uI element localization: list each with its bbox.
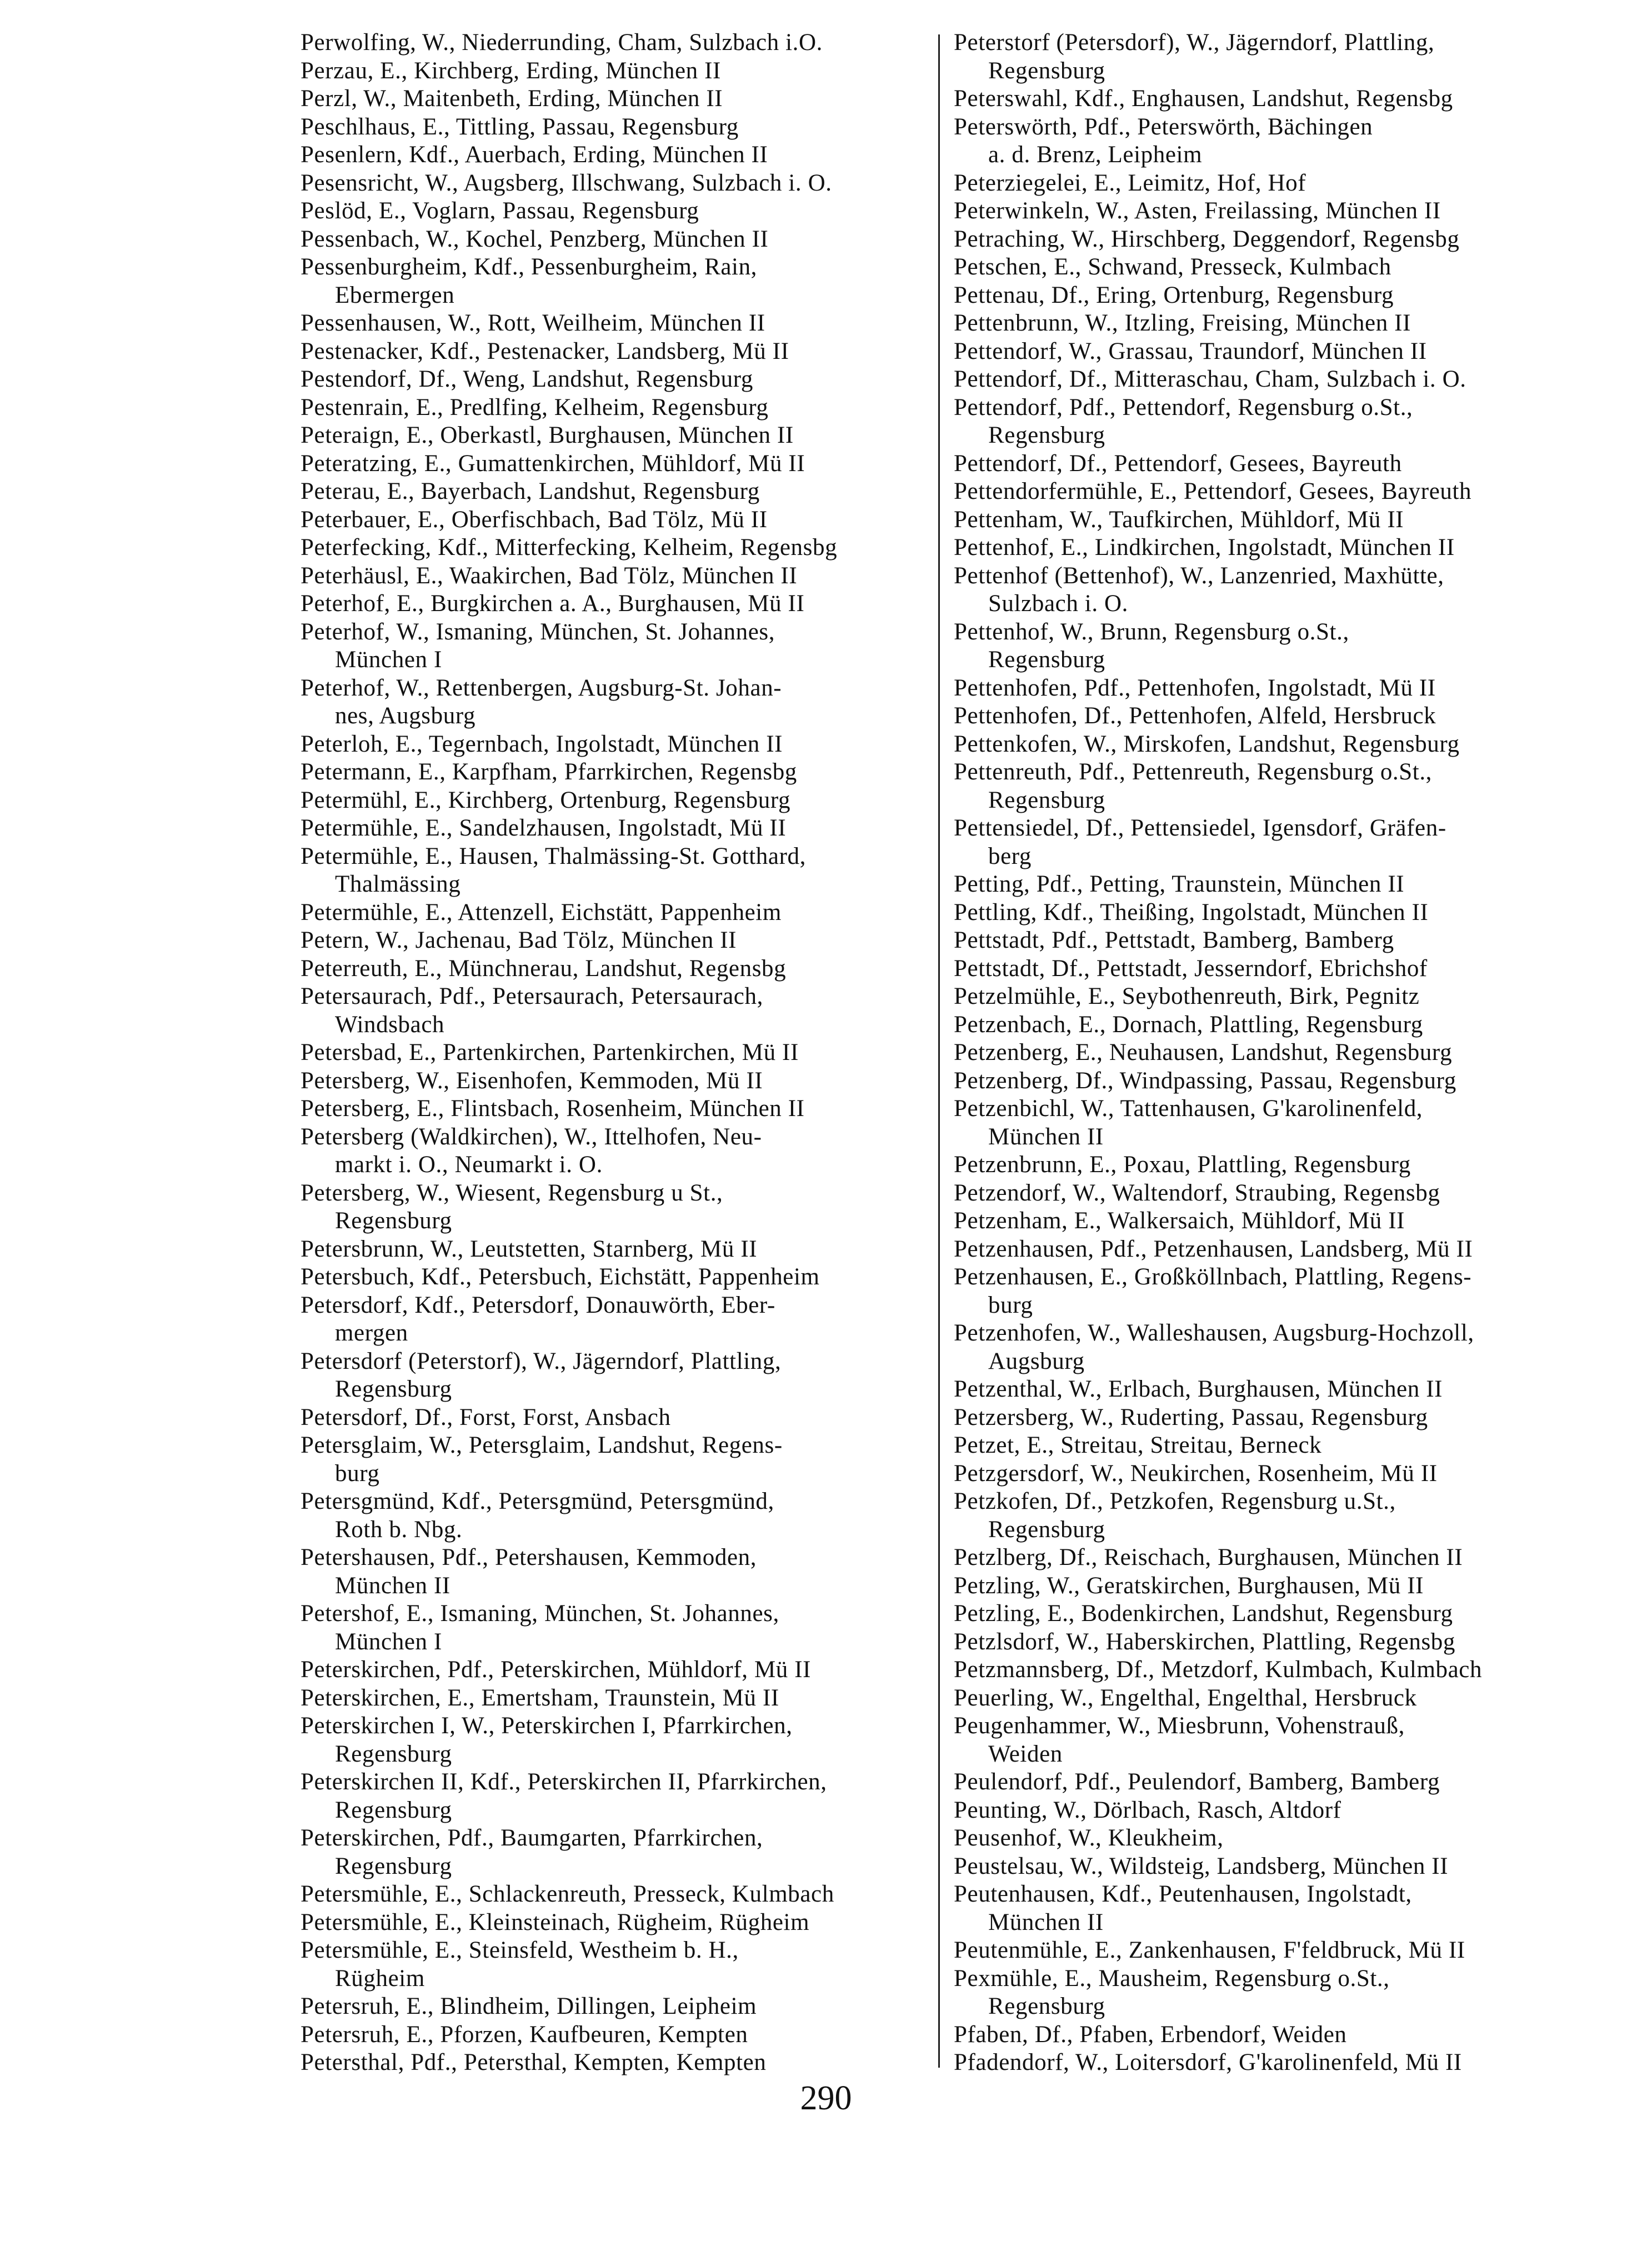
entry-line: Peterswörth, Pdf., Peterswörth, Bächingen <box>954 113 1373 140</box>
entry-continuation-line: Regensburg <box>988 57 1105 84</box>
entry-line: Peterskirchen, E., Emertsham, Traunstein, Mü II <box>301 1684 779 1711</box>
entry-line: Petzenham, E., Walkersaich, Mühldorf, Mü II <box>954 1208 1405 1234</box>
entry-continuation-line: Regensburg <box>988 422 1105 448</box>
gazetteer-entry <box>954 1797 1609 1825</box>
entry-line: Petersglaim, W., Petersglaim, Landshut, Regens- <box>301 1432 783 1458</box>
entry-line: Pettenreuth, Pdf., Pettenreuth, Regensburg o.St., <box>954 759 1433 785</box>
entry-line: Pettenbrunn, W., Itzling, Freising, München II <box>954 310 1411 336</box>
gazetteer-entry <box>301 927 934 955</box>
entry-line: Pettendorf, W., Grassau, Traundorf, München II <box>954 338 1427 364</box>
gazetteer-entry <box>954 253 1609 282</box>
entry-line: Petersdorf (Peterstorf), W., Jägerndorf, Plattling, <box>301 1348 782 1374</box>
gazetteer-entry <box>954 1319 1609 1375</box>
entry-line: Pettendorfermühle, E., Pettendorf, Gesees, Bayreuth <box>954 478 1472 504</box>
gazetteer-entry <box>301 731 934 759</box>
entry-line: Petersbrunn, W., Leutstetten, Starnberg, Mü II <box>301 1235 758 1262</box>
gazetteer-entry <box>301 1292 934 1348</box>
gazetteer-entry <box>301 1909 934 1937</box>
gazetteer-entry <box>954 309 1609 338</box>
gazetteer-entry <box>301 955 934 983</box>
entry-continuation-line: München II <box>988 1123 1104 1150</box>
gazetteer-entry <box>301 1712 934 1768</box>
entry-continuation-line: Regensburg <box>335 1853 452 1879</box>
entry-continuation-line: Regensburg <box>335 1797 452 1823</box>
gazetteer-entry <box>301 309 934 338</box>
gazetteer-entry <box>954 478 1609 506</box>
entry-line: Petzling, E., Bodenkirchen, Landshut, Regensburg <box>954 1600 1453 1627</box>
entry-line: Petersgmünd, Kdf., Petersgmünd, Petersgmünd, <box>301 1488 774 1514</box>
gazetteer-entry <box>301 253 934 309</box>
gazetteer-entry <box>954 1095 1609 1151</box>
entry-continuation-line: Regensburg <box>988 647 1105 673</box>
gazetteer-entry <box>954 1235 1609 1264</box>
entry-line: Pesenlern, Kdf., Auerbach, Erding, München II <box>301 142 768 168</box>
entry-line: Petersruh, E., Blindheim, Dillingen, Leipheim <box>301 1993 757 2019</box>
gazetteer-entry <box>301 450 934 478</box>
gazetteer-entry <box>954 1488 1609 1544</box>
gazetteer-entry <box>301 562 934 591</box>
entry-line: Petersbad, E., Partenkirchen, Partenkirchen, Mü II <box>301 1039 799 1066</box>
entry-line: Pettling, Kdf., Theißing, Ingolstadt, München II <box>954 899 1429 926</box>
gazetteer-entry <box>954 1067 1609 1096</box>
entry-continuation-line: berg <box>988 843 1032 869</box>
entry-line: Petting, Pdf., Petting, Traunstein, München II <box>954 871 1405 897</box>
entry-line: Petersthal, Pdf., Petersthal, Kempten, Kempten <box>301 2049 767 2075</box>
gazetteer-entry <box>301 1600 934 1656</box>
entry-line: Petzenberg, Df., Windpassing, Passau, Regensburg <box>954 1067 1456 1094</box>
gazetteer-entry <box>301 197 934 226</box>
entry-line: Peutenhausen, Kdf., Peutenhausen, Ingolstadt, <box>954 1881 1412 1907</box>
entry-line: Pessenburgheim, Kdf., Pessenburgheim, Rain, <box>301 254 758 280</box>
gazetteer-entry <box>301 1263 934 1292</box>
right-column <box>954 29 1609 2077</box>
entry-line: Peugenhammer, W., Miesbrunn, Vohenstrauß, <box>954 1713 1405 1739</box>
gazetteer-entry <box>301 534 934 562</box>
gazetteer-entry <box>954 1039 1609 1067</box>
entry-line: Petersberg, W., Wiesent, Regensburg u St., <box>301 1179 723 1206</box>
gazetteer-entry <box>301 843 934 899</box>
gazetteer-entry <box>301 1095 934 1123</box>
entry-line: Pettstadt, Pdf., Pettstadt, Bamberg, Bamberg <box>954 927 1394 953</box>
entry-line: Peterskirchen II, Kdf., Peterskirchen II, Pfarrkirchen, <box>301 1769 827 1795</box>
gazetteer-entry <box>301 2049 934 2077</box>
entry-continuation-line: Regensburg <box>988 787 1105 813</box>
entry-line: Pettenhofen, Pdf., Pettenhofen, Ingolstadt, Mü II <box>954 674 1436 701</box>
entry-line: Peteraign, E., Oberkastl, Burghausen, München II <box>301 422 794 448</box>
entry-line: Peterskirchen I, W., Peterskirchen I, Pfarrkirchen, <box>301 1713 793 1739</box>
entry-line: Pessenhausen, W., Rott, Weilheim, München II <box>301 310 765 336</box>
entry-continuation-line: Thalmässing <box>335 871 461 897</box>
entry-line: Petzlberg, Df., Reischach, Burghausen, München II <box>954 1544 1463 1570</box>
gazetteer-entry <box>954 1712 1609 1768</box>
entry-line: Petzenthal, W., Erlbach, Burghausen, München II <box>954 1376 1443 1402</box>
gazetteer-entry <box>301 1432 934 1488</box>
entry-line: Petershausen, Pdf., Petershausen, Kemmoden, <box>301 1544 757 1570</box>
gazetteer-entry <box>301 226 934 254</box>
entry-line: Petersberg, E., Flintsbach, Rosenheim, München II <box>301 1096 805 1122</box>
gazetteer-entry <box>301 478 934 506</box>
gazetteer-entry <box>301 113 934 142</box>
entry-line: Peterstorf (Petersdorf), W., Jägerndorf, Plattling, <box>954 29 1435 56</box>
entry-line: Petermühle, E., Sandelzhausen, Ingolstadt, Mü II <box>301 815 787 841</box>
gazetteer-entry <box>301 338 934 366</box>
gazetteer-entry <box>954 197 1609 226</box>
entry-line: Petermühle, E., Attenzell, Eichstätt, Pappenheim <box>301 899 782 926</box>
gazetteer-entry <box>301 590 934 618</box>
entry-line: Pettenhof, W., Brunn, Regensburg o.St., <box>954 618 1349 645</box>
gazetteer-entry <box>954 899 1609 927</box>
gazetteer-entry <box>954 338 1609 366</box>
gazetteer-entry <box>954 983 1609 1011</box>
entry-continuation-line: Ebermergen <box>335 282 455 308</box>
entry-continuation-line: markt i. O., Neumarkt i. O. <box>335 1152 603 1178</box>
gazetteer-entry <box>301 814 934 843</box>
entry-line: Peslöd, E., Voglarn, Passau, Regensburg <box>301 198 699 224</box>
entry-continuation-line: Weiden <box>988 1740 1063 1767</box>
entry-line: Petzenhausen, E., Großköllnbach, Plattling, Regens- <box>954 1264 1472 1290</box>
entry-line: Petraching, W., Hirschberg, Deggendorf, Regensbg <box>954 226 1460 252</box>
gazetteer-entry <box>954 1544 1609 1572</box>
entry-line: Petzenhofen, W., Walleshausen, Augsburg-Hochzoll, <box>954 1320 1474 1346</box>
gazetteer-entry <box>954 29 1609 85</box>
gazetteer-entry <box>301 422 934 450</box>
entry-line: Petzkofen, Df., Petzkofen, Regensburg u.St., <box>954 1488 1396 1514</box>
entry-line: Pesensricht, W., Augsberg, Illschwang, Sulzbach i. O. <box>301 169 832 196</box>
entry-continuation-line: Rügheim <box>335 1965 425 1992</box>
gazetteer-entry <box>954 731 1609 759</box>
gazetteer-entry <box>301 1656 934 1684</box>
gazetteer-entry <box>954 1628 1609 1657</box>
gazetteer-entry <box>301 1880 934 1909</box>
entry-line: Pettenau, Df., Ering, Ortenburg, Regensburg <box>954 282 1394 308</box>
entry-line: Peterhof, W., Rettenbergen, Augsburg-St. Johan- <box>301 674 782 701</box>
entry-line: Pettstadt, Df., Pettstadt, Jesserndorf, Ebrichshof <box>954 955 1428 982</box>
entry-continuation-line: a. d. Brenz, Leipheim <box>988 142 1203 168</box>
gazetteer-entry <box>954 282 1609 310</box>
gazetteer-entry <box>301 787 934 815</box>
entry-line: Petzgersdorf, W., Neukirchen, Rosenheim, Mü II <box>954 1460 1438 1487</box>
entry-line: Pessenbach, W., Kochel, Penzberg, München II <box>301 226 769 252</box>
gazetteer-entry <box>301 1488 934 1544</box>
entry-line: Pettenkofen, W., Mirskofen, Landshut, Regensburg <box>954 731 1460 757</box>
entry-line: Peterloh, E., Tegernbach, Ingolstadt, München II <box>301 731 783 757</box>
gazetteer-entry <box>301 1768 934 1824</box>
entry-line: Peterfecking, Kdf., Mitterfecking, Kelheim, Regensbg <box>301 534 838 561</box>
entry-line: Petersberg, W., Eisenhofen, Kemmoden, Mü II <box>301 1067 763 1094</box>
entry-continuation-line: Roth b. Nbg. <box>335 1516 463 1543</box>
entry-line: Petersmühle, E., Steinsfeld, Westheim b. H., <box>301 1937 739 1963</box>
entry-continuation-line: München II <box>988 1909 1104 1935</box>
gazetteer-entry <box>954 1656 1609 1684</box>
gazetteer-entry <box>301 57 934 86</box>
entry-line: Pettenham, W., Taufkirchen, Mühldorf, Mü II <box>954 506 1404 533</box>
entry-continuation-line: mergen <box>335 1320 408 1346</box>
gazetteer-entry <box>301 758 934 787</box>
gazetteer-entry <box>954 2021 1609 2049</box>
entry-continuation-line: Augsburg <box>988 1348 1085 1374</box>
gazetteer-entry <box>954 534 1609 562</box>
entry-line: Peschlhaus, E., Tittling, Passau, Regensburg <box>301 113 739 140</box>
entry-line: Petzelmühle, E., Seybothenreuth, Birk, Pegnitz <box>954 983 1420 1009</box>
gazetteer-entry <box>954 1572 1609 1600</box>
entry-line: Perzau, E., Kirchberg, Erding, München II <box>301 57 721 84</box>
entry-line: Peustelsau, W., Wildsteig, Landsberg, München II <box>954 1853 1449 1879</box>
gazetteer-entry <box>301 1993 934 2021</box>
gazetteer-entry <box>301 1039 934 1067</box>
entry-line: Petermann, E., Karpfham, Pfarrkirchen, Regensbg <box>301 759 797 785</box>
entry-continuation-line: Sulzbach i. O. <box>988 591 1129 617</box>
gazetteer-entry <box>301 394 934 422</box>
column-divider <box>938 34 940 2068</box>
entry-line: Petermühle, E., Hausen, Thalmässing-St. Gotthard, <box>301 843 806 869</box>
entry-line: Peulendorf, Pdf., Peulendorf, Bamberg, Bamberg <box>954 1769 1440 1795</box>
gazetteer-entry <box>954 1375 1609 1404</box>
entry-continuation-line: Windsbach <box>335 1011 445 1038</box>
gazetteer-entry <box>954 1263 1609 1319</box>
gazetteer-entry <box>954 1179 1609 1208</box>
gazetteer-entry <box>954 927 1609 955</box>
entry-line: Petzet, E., Streitau, Streitau, Berneck <box>954 1432 1322 1458</box>
entry-line: Petzenberg, E., Neuhausen, Landshut, Regensburg <box>954 1039 1453 1066</box>
entry-line: Peutenmühle, E., Zankenhausen, F'feldbruck, Mü II <box>954 1937 1465 1963</box>
entry-line: Perzl, W., Maitenbeth, Erding, München II <box>301 86 723 112</box>
entry-line: Peterwinkeln, W., Asten, Freilassing, München II <box>954 198 1441 224</box>
entry-line: Peterhäusl, E., Waakirchen, Bad Tölz, München II <box>301 562 798 589</box>
entry-line: Petzenhausen, Pdf., Petzenhausen, Landsberg, Mü II <box>954 1235 1473 1262</box>
gazetteer-entry <box>301 366 934 394</box>
gazetteer-entry <box>301 29 934 57</box>
gazetteer-entry <box>954 618 1609 674</box>
entry-line: Pfaben, Df., Pfaben, Erbendorf, Weiden <box>954 2021 1347 2048</box>
entry-line: Peuerling, W., Engelthal, Engelthal, Hersbruck <box>954 1684 1417 1711</box>
gazetteer-entry <box>301 618 934 674</box>
entry-line: Pettenhof (Bettenhof), W., Lanzenried, Maxhütte, <box>954 562 1444 589</box>
gazetteer-entry <box>301 1824 934 1880</box>
entry-line: Petzenbach, E., Dornach, Plattling, Regensburg <box>954 1011 1423 1038</box>
gazetteer-entry <box>301 1123 934 1179</box>
entry-line: Petzling, W., Geratskirchen, Burghausen, Mü II <box>954 1572 1424 1599</box>
entry-line: Petzenbichl, W., Tattenhausen, G'karolinenfeld, <box>954 1096 1423 1122</box>
entry-line: Pettenhof, E., Lindkirchen, Ingolstadt, München II <box>954 534 1455 561</box>
entry-line: Peterskirchen, Pdf., Peterskirchen, Mühldorf, Mü II <box>301 1657 812 1683</box>
entry-line: Petersmühle, E., Schlackenreuth, Presseck, Kulmbach <box>301 1881 834 1907</box>
gazetteer-entry <box>301 169 934 198</box>
entry-line: Petermühl, E., Kirchberg, Ortenburg, Regensburg <box>301 787 791 813</box>
gazetteer-entry <box>301 1067 934 1096</box>
gazetteer-entry <box>954 85 1609 113</box>
entry-line: Pfadendorf, W., Loitersdorf, G'karolinenfeld, Mü II <box>954 2049 1462 2075</box>
entry-line: Petern, W., Jachenau, Bad Tölz, München II <box>301 927 737 953</box>
gazetteer-entry <box>954 1853 1609 1881</box>
gazetteer-entry <box>301 983 934 1039</box>
entry-line: Pestenrain, E., Predlfing, Kelheim, Regensburg <box>301 394 769 421</box>
gazetteer-entry <box>301 1348 934 1404</box>
gazetteer-entry <box>954 169 1609 198</box>
entry-line: Petersruh, E., Pforzen, Kaufbeuren, Kempten <box>301 2021 748 2048</box>
gazetteer-entry <box>301 85 934 113</box>
gazetteer-entry <box>954 450 1609 478</box>
entry-line: Petzlsdorf, W., Haberskirchen, Plattling, Regensbg <box>954 1628 1455 1655</box>
gazetteer-entry <box>954 562 1609 618</box>
entry-line: Peterswahl, Kdf., Enghausen, Landshut, Regensbg <box>954 86 1453 112</box>
gazetteer-entry <box>954 1768 1609 1797</box>
entry-line: Petzenbrunn, E., Poxau, Plattling, Regensburg <box>954 1152 1411 1178</box>
gazetteer-entry <box>954 1151 1609 1179</box>
gazetteer-entry <box>954 702 1609 731</box>
entry-line: Pettensiedel, Df., Pettensiedel, Igensdorf, Gräfen- <box>954 815 1446 841</box>
gazetteer-entry <box>954 758 1609 814</box>
gazetteer-entry <box>954 1207 1609 1235</box>
entry-line: Petersdorf, Df., Forst, Forst, Ansbach <box>301 1404 671 1430</box>
entry-line: Pestendorf, Df., Weng, Landshut, Regensburg <box>301 366 753 392</box>
entry-line: Peterhof, W., Ismaning, München, St. Johannes, <box>301 618 775 645</box>
entry-line: Peteratzing, E., Gumattenkirchen, Mühldorf, Mü II <box>301 450 805 477</box>
gazetteer-entry <box>954 1684 1609 1713</box>
gazetteer-entry <box>301 141 934 169</box>
entry-line: Peterziegelei, E., Leimitz, Hof, Hof <box>954 169 1306 196</box>
gazetteer-entry <box>954 1880 1609 1937</box>
gazetteer-entry <box>954 871 1609 899</box>
entry-continuation-line: München II <box>335 1572 450 1599</box>
entry-line: Petzersberg, W., Ruderting, Passau, Regensburg <box>954 1404 1428 1430</box>
entry-continuation-line: Regensburg <box>335 1740 452 1767</box>
entry-line: Peterau, E., Bayerbach, Landshut, Regensburg <box>301 478 760 504</box>
entry-line: Peunting, W., Dörlbach, Rasch, Altdorf <box>954 1797 1341 1823</box>
entry-line: Peusenhof, W., Kleukheim, <box>954 1825 1224 1851</box>
gazetteer-entry <box>954 1965 1609 2021</box>
entry-line: Peterbauer, E., Oberfischbach, Bad Tölz, Mü II <box>301 506 768 533</box>
gazetteer-entry <box>301 1404 934 1432</box>
entry-continuation-line: München I <box>335 1628 442 1655</box>
entry-line: Pexmühle, E., Mausheim, Regensburg o.St., <box>954 1965 1390 1992</box>
entry-continuation-line: burg <box>988 1292 1033 1318</box>
entry-line: Petzendorf, W., Waltendorf, Straubing, Regensbg <box>954 1179 1440 1206</box>
gazetteer-entry <box>301 1235 934 1264</box>
left-column <box>301 29 934 2077</box>
entry-line: Petschen, E., Schwand, Presseck, Kulmbach <box>954 254 1391 280</box>
entry-line: Pettendorf, Df., Mitteraschau, Cham, Sulzbach i. O. <box>954 366 1466 392</box>
entry-line: Petershof, E., Ismaning, München, St. Johannes, <box>301 1600 779 1627</box>
entry-line: Pestenacker, Kdf., Pestenacker, Landsberg, Mü II <box>301 338 789 364</box>
entry-line: Peterhof, E., Burgkirchen a. A., Burghausen, Mü II <box>301 591 805 617</box>
gazetteer-entry <box>301 899 934 927</box>
gazetteer-entry <box>301 2021 934 2049</box>
gazetteer-entry <box>954 113 1609 169</box>
gazetteer-entry <box>954 1824 1609 1853</box>
gazetteer-entry <box>954 2049 1609 2077</box>
gazetteer-entry <box>301 1684 934 1713</box>
entry-line: Peterskirchen, Pdf., Baumgarten, Pfarrkirchen, <box>301 1825 763 1851</box>
gazetteer-entry <box>954 1460 1609 1488</box>
entry-continuation-line: nes, Augsburg <box>335 703 476 729</box>
gazetteer-entry <box>954 506 1609 534</box>
entry-line: Petersberg (Waldkirchen), W., Ittelhofen, Neu- <box>301 1123 762 1150</box>
entry-line: Peterreuth, E., Münchnerau, Landshut, Regensbg <box>301 955 787 982</box>
entry-line: Perwolfing, W., Niederrunding, Cham, Sulzbach i.O. <box>301 29 823 56</box>
entry-line: Petersbuch, Kdf., Petersbuch, Eichstätt, Pappenheim <box>301 1264 820 1290</box>
entry-continuation-line: Regensburg <box>335 1376 452 1402</box>
entry-continuation-line: Regensburg <box>335 1208 452 1234</box>
gazetteer-entry <box>954 1937 1609 1965</box>
entry-continuation-line: Regensburg <box>988 1516 1105 1543</box>
gazetteer-entry <box>301 674 934 731</box>
page-number: 290 <box>800 2079 852 2117</box>
entry-line: Pettenhofen, Df., Pettenhofen, Alfeld, Hersbruck <box>954 703 1436 729</box>
entry-line: Pettendorf, Pdf., Pettendorf, Regensburg o.St., <box>954 394 1413 421</box>
gazetteer-entry <box>954 955 1609 983</box>
entry-continuation-line: burg <box>335 1460 380 1487</box>
entry-line: Petersaurach, Pdf., Petersaurach, Petersaurach, <box>301 983 763 1009</box>
gazetteer-entry <box>954 1011 1609 1039</box>
gazetteer-entry <box>301 1179 934 1235</box>
entry-continuation-line: München I <box>335 647 442 673</box>
entry-line: Petzmannsberg, Df., Metzdorf, Kulmbach, Kulmbach <box>954 1657 1483 1683</box>
gazetteer-entry <box>954 366 1609 394</box>
gazetteer-entry <box>301 1544 934 1600</box>
entry-continuation-line: Regensburg <box>988 1993 1105 2019</box>
gazetteer-entry <box>954 226 1609 254</box>
entry-line: Petersmühle, E., Kleinsteinach, Rügheim, Rügheim <box>301 1909 810 1935</box>
gazetteer-entry <box>954 1404 1609 1432</box>
entry-line: Petersdorf, Kdf., Petersdorf, Donauwörth, Eber- <box>301 1292 775 1318</box>
gazetteer-entry <box>954 814 1609 871</box>
gazetteer-entry <box>301 1937 934 1993</box>
gazetteer-entry <box>954 674 1609 703</box>
gazetteer-entry <box>954 1432 1609 1460</box>
gazetteer-entry <box>954 394 1609 450</box>
gazetteer-entry <box>301 506 934 534</box>
entry-line: Pettendorf, Df., Pettendorf, Gesees, Bayreuth <box>954 450 1402 477</box>
gazetteer-entry <box>954 1600 1609 1628</box>
